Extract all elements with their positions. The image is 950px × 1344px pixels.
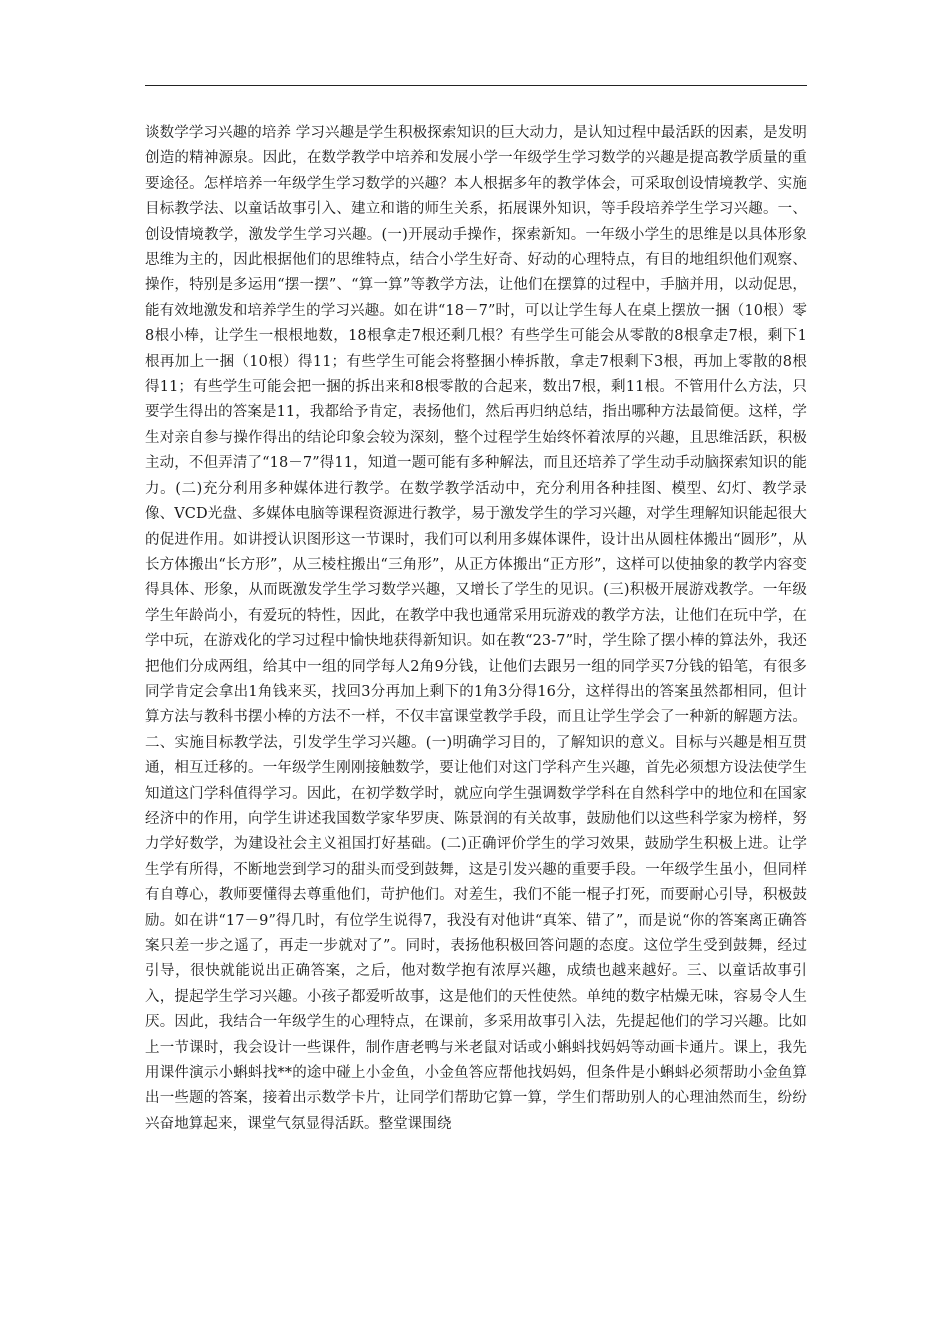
article-body-text: 谈数学学习兴趣的培养 学习兴趣是学生积极探索知识的巨大动力，是认知过程中最活跃的因素，是发明创造的精神源泉。因此，在数学教学中培养和发展小学一年级学生学习数学的兴趣是提高教学质量的重要途径。怎样培养一年级学生学习数学的兴趣？本人根据多年的教学体会，可采取创设情境教学、实施目标教学法、以童话故事引入、建立和谐的师生关系，拓展课外知识，等手段培养学生学习兴趣。一、创设情境教学，激发学生学习兴趣。(一)开展动手操作，探索新知。一年级小学生的思维是以具体形象思维为主的，因此根据他们的思维特点，结合小学生好奇、好动的心理特点，有目的地组织他们观察、操作，特别是多运用“摆一摆”、“算一算”等教学方法，让他们在摆算的过程中，手脑并用，以动促思，能有效地激发和培养学生的学习兴趣。如在讲“18－7”时，可以让学生每人在桌上摆放一捆（10根）零8根小棒，让学生一根根地数，18根拿走7根还剩几根？有些学生可能会从零散的8根拿走7根，剩下1根再加上一捆（10根）得11；有些学生可能会将整捆小棒拆散，拿走7根剩下3根，再加上零散的8根得11；有些学生可能会把一捆的拆出来和8根零散的合起来，数出7根，剩11根。不管用什么方法，只要学生得出的答案是11，我都给予肯定，表扬他们，然后再归纳总结，指出哪种方法最简便。这样，学生对亲自参与操作得出的结论印象会较为深刻，整个过程学生始终怀着浓厚的兴趣，且思维活跃，积极主动，不但弄清了“18－7”得11，知道一题可能有多种解法，而且还培养了学生动手动脑探索知识的能力。(二)充分利用多种媒体进行教学。在数学教学活动中，充分利用各种挂图、模型、幻灯、教学录像、VCD光盘、多媒体电脑等课程资源进行教学，易于激发学生的学习兴趣，对学生理解知识能起很大的促进作用。如讲授认识图形这一节课时，我们可以利用多媒体课件，设计出从圆柱体搬出“圆形”，从长方体搬出“长方形”，从三棱柱搬出“三角形”，从正方体搬出“正方形”，这样可以使抽象的教学内容变得具体、形象，从而既激发学生学习数学兴趣，又增长了学生的见识。(三)积极开展游戏教学。一年级学生年龄尚小，有爱玩的特性，因此，在教学中我也通常采用玩游戏的教学方法，让他们在玩中学，在学中玩，在游戏化的学习过程中愉快地获得新知识。如在教“23-7”时，学生除了摆小棒的算法外，我还把他们分成两组，给其中一组的同学每人2角9分钱，让他们去跟另一组的同学买7分钱的铅笔，有很多同学肯定会拿出1角钱来买，找回3分再加上剩下的1角3分得16分，这样得出的答案虽然都相同，但计算方法与教科书摆小棒的方法不一样，不仅丰富课堂教学手段，而且让学生学会了一种新的解题方法。二、实施目标教学法，引发学生学习兴趣。(一)明确学习目的，了解知识的意义。目标与兴趣是相互贯通，相互迁移的。一年级学生刚刚接触数学，要让他们对这门学科产生兴趣，首先必须想方设法使学生知道这门学科值得学习。因此，在初学数学时，就应向学生强调数学学科在自然科学中的地位和在国家经济中的作用，向学生讲述我国数学家华罗庚、陈景润的有关故事，鼓励他们以这些科学家为榜样，努力学好数学，为建设社会主义祖国打好基础。(二)正确评价学生的学习效果，鼓励学生积极上进。让学生学有所得，不断地尝到学习的甜头而受到鼓舞，这是引发兴趣的重要手段。一年级学生虽小，但同样有自尊心，教师要懂得去尊重他们，苛护他们。对差生，我们不能一棍子打死，而要耐心引导，积极鼓励。如在讲“17－9”得几时，有位学生说得7，我没有对他讲“真笨、错了”，而是说“你的答案离正确答案只差一步之遥了，再走一步就对了”。同时，表扬他积极回答问题的态度。这位学生受到鼓舞，经过引导，很快就能说出正确答案，之后，他对数学抱有浓厚兴趣，成绩也越来越好。三、以童话故事引入，提起学生学习兴趣。小孩子都爱听故事，这是他们的天性使然。单纯的数字枯燥无味，容易令人生厌。因此，我结合一年级学生的心理特点，在课前，多采用故事引入法，先提起他们的学习兴趣。比如上一节课时，我会设计一些课件，制作唐老鸭与米老鼠对话或小蝌蚪找妈妈等动画卡通片。课上，我先用课件演示小蝌蚪找**的途中碰上小金鱼，小金鱼答应帮他找妈妈，但条件是小蝌蚪必须帮助小金鱼算出一些题的答案，接着出示数学卡片，让同学们帮助它算一算，学生们帮助别人的心理油然而生，纷纷兴奋地算起来，课堂气氛显得活跃。整堂课围绕 [145, 125, 807, 1132]
header-divider [145, 85, 807, 86]
